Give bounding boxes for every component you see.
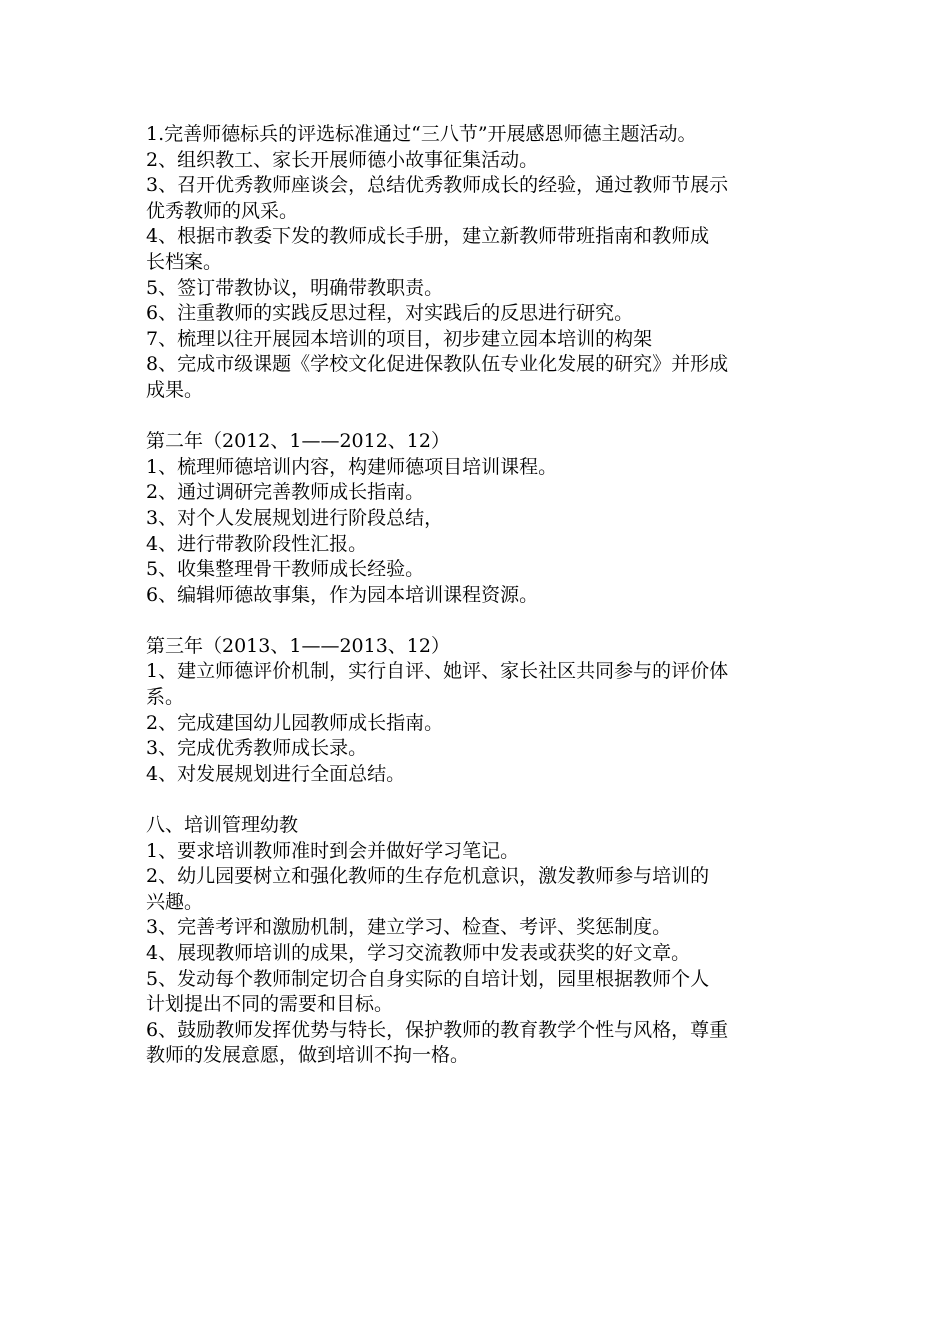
list-item: 5、签订带教协议，明确带教职责。 (146, 276, 444, 299)
list-item: 6、注重教师的实践反思过程，对实践后的反思进行研究。 (146, 302, 634, 325)
list-item: 1.完善师德标兵的评选标准通过“三八节”开展感恩师德主题活动。 (146, 123, 697, 145)
section-training-management (146, 813, 812, 1069)
document-page (146, 122, 812, 1069)
list-item: 6、鼓励教师发挥优势与特长，保护教师的教育教学个性与风格，尊重 (146, 1018, 729, 1041)
list-item: 3、召开优秀教师座谈会，总结优秀教师成长的经验，通过教师节展示 (146, 174, 729, 197)
list-item: 5、收集整理骨干教师成长经验。 (146, 558, 425, 581)
list-item-continuation: 成果。 (146, 378, 204, 401)
list-item: 4、展现教师培训的成果，学习交流教师中发表或获奖的好文章。 (146, 942, 691, 964)
list-item: 7、梳理以往开展园本培训的项目，初步建立园本培训的构架 (146, 327, 653, 350)
list-item: 1、梳理师德培训内容，构建师德项目培训课程。 (146, 455, 558, 478)
paragraph-gap (146, 787, 812, 813)
list-item: 4、根据市教委下发的教师成长手册，建立新教师带班指南和教师成 (146, 225, 710, 248)
list-item: 6、编辑师德故事集，作为园本培训课程资源。 (146, 583, 539, 606)
paragraph-gap (146, 608, 812, 634)
list-item: 2、幼儿园要树立和强化教师的生存危机意识，激发教师参与培训的 (146, 865, 710, 888)
paragraph-gap (146, 404, 812, 430)
section-first-year-items (146, 122, 812, 404)
list-item: 8、完成市级课题《学校文化促进保教队伍专业化发展的研究》并形成 (146, 353, 729, 376)
list-item: 1、建立师德评价机制，实行自评、她评、家长社区共同参与的评价体 (146, 660, 729, 683)
list-item: 4、对发展规划进行全面总结。 (146, 762, 406, 785)
list-item: 2、组织教工、家长开展师德小故事征集活动。 (146, 148, 539, 171)
list-item: 3、完善考评和激励机制，建立学习、检查、考评、奖惩制度。 (146, 916, 672, 939)
list-item-continuation: 教师的发展意愿，做到培训不拘一格。 (146, 1044, 470, 1067)
section-third-year (146, 634, 812, 788)
list-item-continuation: 系。 (146, 686, 185, 709)
section-heading: 八、培训管理幼教 (146, 814, 299, 837)
list-item-continuation: 兴趣。 (146, 890, 204, 913)
section-heading: 第二年（2012、1——2012、12） (146, 430, 450, 453)
list-item: 1、要求培训教师准时到会并做好学习笔记。 (146, 839, 520, 862)
list-item: 5、发动每个教师制定切合自身实际的自培计划，园里根据教师个人 (146, 967, 710, 990)
section-second-year (146, 429, 812, 608)
list-item-continuation: 计划提出不同的需要和目标。 (146, 993, 394, 1016)
list-item: 3、对个人发展规划进行阶段总结， (146, 506, 444, 529)
list-item-continuation: 优秀教师的风采。 (146, 199, 299, 222)
list-item: 2、完成建国幼儿园教师成长指南。 (146, 711, 444, 734)
section-heading: 第三年（2013、1——2013、12） (146, 634, 450, 657)
list-item: 2、通过调研完善教师成长指南。 (146, 481, 425, 504)
list-item-continuation: 长档案。 (146, 250, 223, 273)
list-item: 3、完成优秀教师成长录。 (146, 737, 368, 760)
list-item: 4、进行带教阶段性汇报。 (146, 532, 368, 555)
